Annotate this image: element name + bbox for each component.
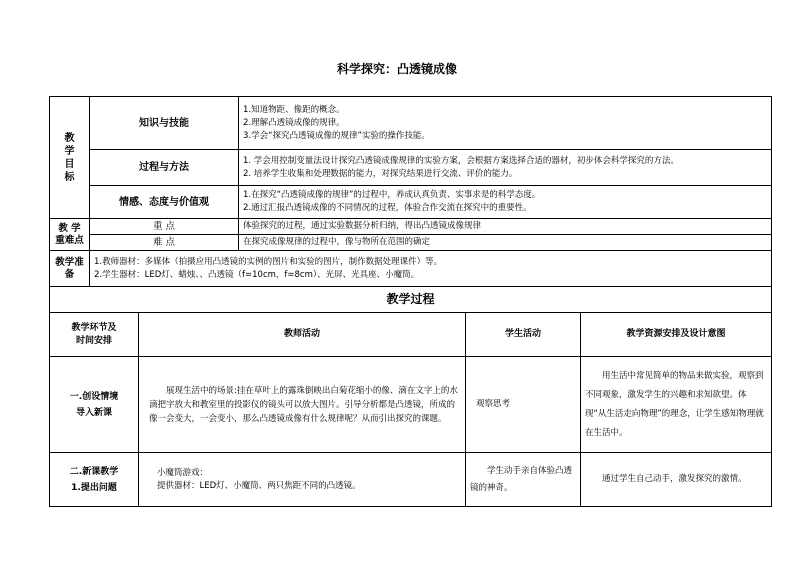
focus-text: 体验探究的过程，通过实验数据分析归纳，得出凸透镜成像规律 <box>239 219 772 235</box>
process-method-items: 1. 学会用控制变量法设计探究凸透镜成像规律的实验方案，会根据方案选择合适的器材，初步体会科学探究的方法。 2. 培养学生收集和处理数据的能力，对探究结果进行交流、评价的能力。 <box>239 150 772 186</box>
lesson-plan-table <box>49 96 772 507</box>
stage-cell: 二.新课教学 1.提出问题 <box>50 453 139 507</box>
goals-label: 教 学 目 标 <box>50 97 90 219</box>
teacher-header: 教师活动 <box>139 313 466 357</box>
process-method-label: 过程与方法 <box>90 150 239 186</box>
process-title: 教学过程 <box>50 287 772 313</box>
emotion-label: 情感、态度与价值观 <box>90 186 239 219</box>
teacher-cell: 展现生活中的场景:挂在草叶上的露珠倒映出白菊花缩小的像、滴在文字上的水滴把字放大和教室里的投影仪的镜头可以放大图片。引导分析都是凸透镜，所成的像一会变大，一会变小，那么凸透镜成像有什么规律呢？从而引出探究的课题。 <box>139 357 466 453</box>
stage-header: 教学环节及 时间安排 <box>50 313 139 357</box>
resource-cell: 通过学生自己动手，激发探究的激情。 <box>581 453 772 507</box>
student-cell: 学生动手亲自体验凸透镜的神奇。 <box>466 453 581 507</box>
focus-label: 重 点 <box>90 219 239 235</box>
table-row <box>50 453 772 507</box>
prep-items: 1.教师器材：多媒体（拍摄应用凸透镜的实例的图片和实验的图片，制作数据处理课件）等。 2.学生器材：LED灯、蜡烛、、凸透镜（f=10cm，f=8cm）、光屏、光具座、小魔筒。 <box>90 251 772 287</box>
knowledge-label: 知识与技能 <box>90 97 239 150</box>
stage-cell: 一.创设情境 导入新课 <box>50 357 139 453</box>
table-row <box>50 357 772 453</box>
resource-cell: 用生活中常见简单的物品来做实验，观察到不同观象，激发学生的兴趣和求知欲望。体现“从生活走向物理”的理念，让学生感知物理就在生活中。 <box>581 357 772 453</box>
difficulty-label: 难 点 <box>90 235 239 251</box>
page-title: 科学探究：凸透镜成像 <box>336 62 457 76</box>
resource-header: 教学资源安排及设计意图 <box>581 313 772 357</box>
emotion-items: 1.在探究“凸透镜成像的规律”的过程中，养成认真负责、实事求是的科学态度。 2.通过汇报凸透镜成像的不同情况的过程，体验合作交流在探究中的重要性。 <box>239 186 772 219</box>
student-header: 学生活动 <box>466 313 581 357</box>
student-cell: 观察思考 <box>466 357 581 453</box>
knowledge-items: 1.知道物距、像距的概念。 2.理解凸透镜成像的规律。 3.学会“探究凸透镜成像的规律”实验的操作技能。 <box>239 97 772 150</box>
teacher-cell: 小魔筒游戏： 提供器材：LED灯、小魔筒、两只焦距不同的凸透镜。 <box>139 453 466 507</box>
difficulty-text: 在探究成像规律的过程中，像与物所在范围的确定 <box>239 235 772 251</box>
prep-label: 教学准 备 <box>50 251 90 287</box>
keypoints-label: 教 学 重难点 <box>50 219 90 251</box>
